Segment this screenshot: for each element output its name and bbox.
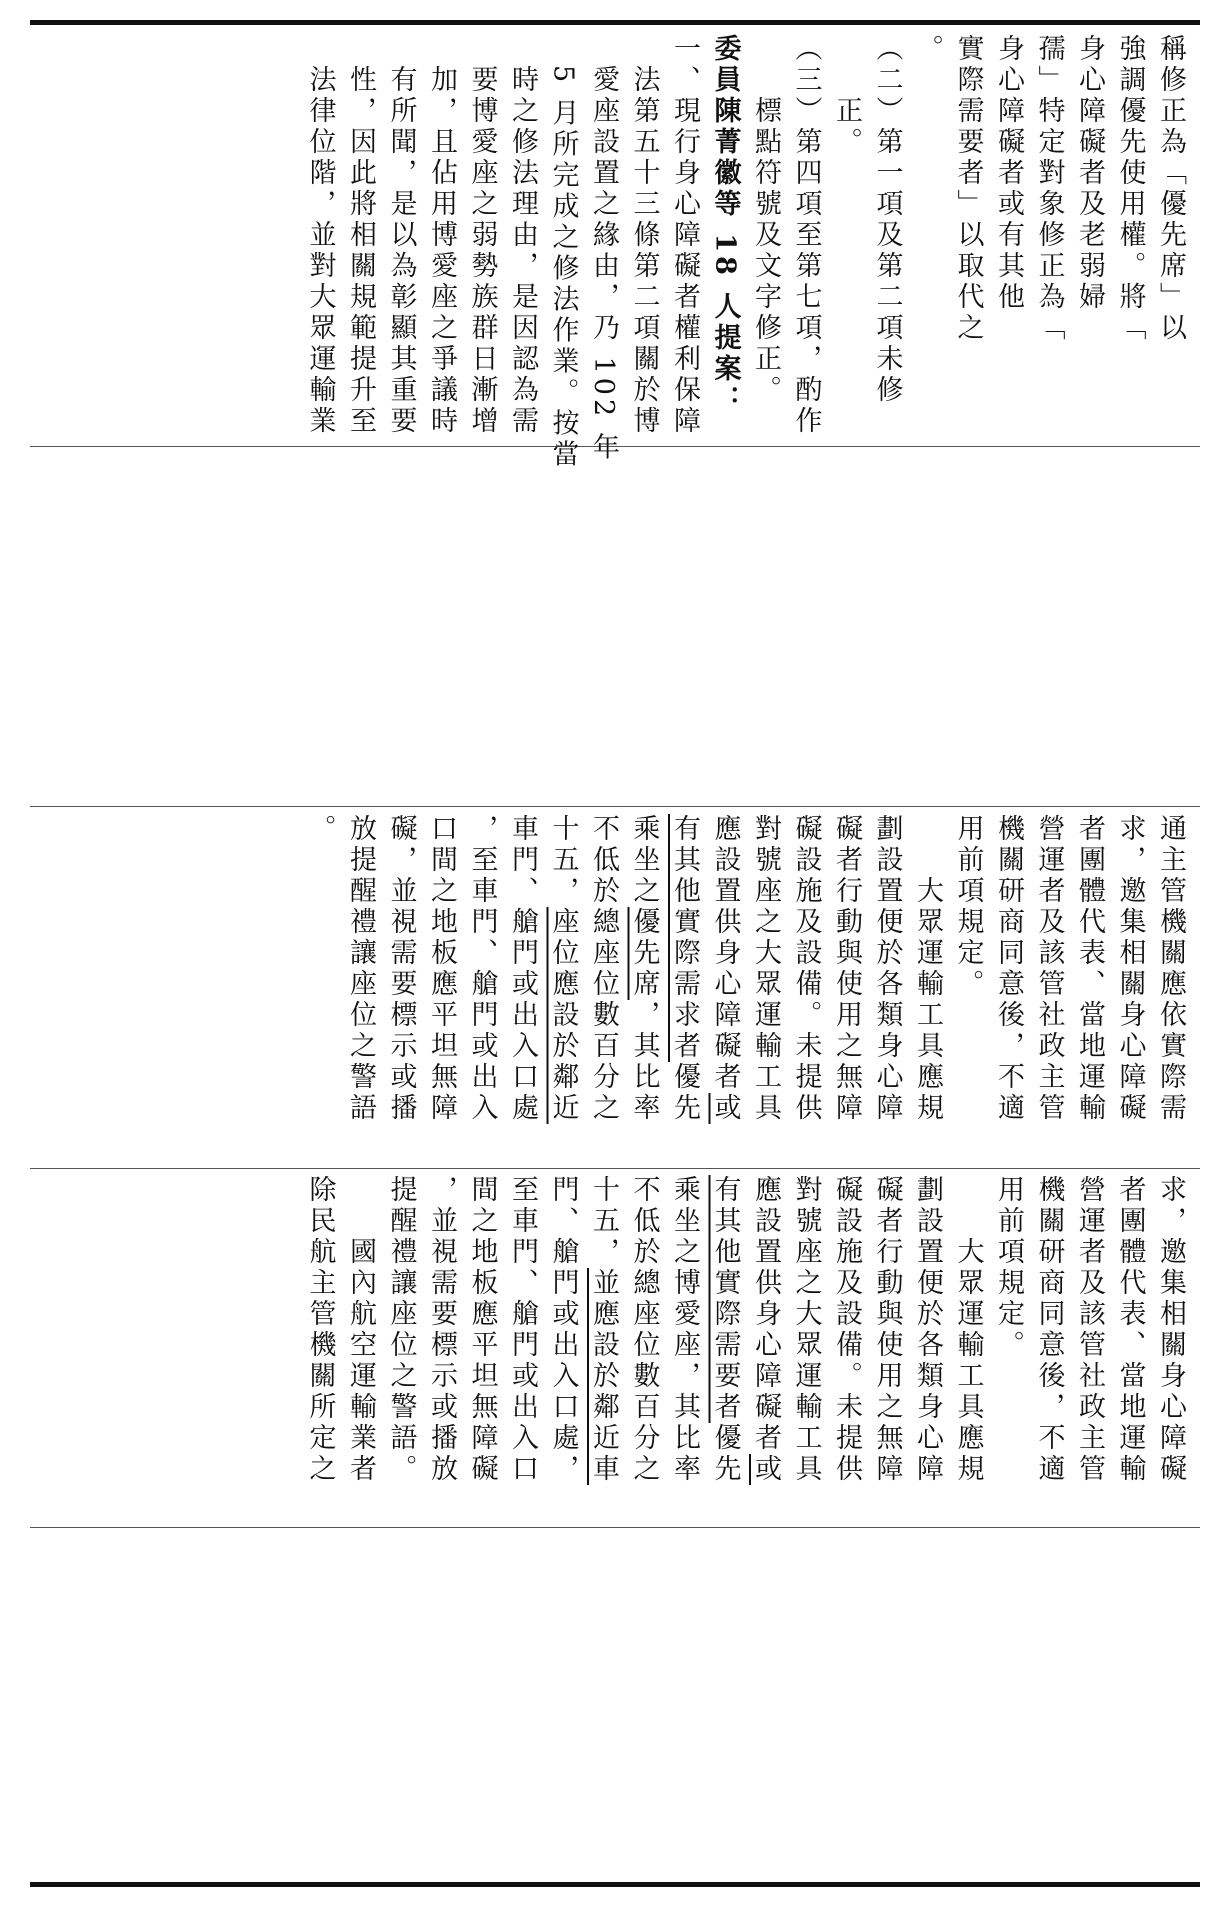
text-segment: 除民航主管機關所定之: [304, 1175, 336, 1485]
underlined-text: 有其他實際需要者: [709, 1175, 741, 1423]
text-segment: 礙者行動與使用之無障: [871, 1175, 903, 1485]
underlined-text: 優先席: [628, 907, 660, 1000]
text-line: [583, 1175, 624, 1520]
text-line: [907, 814, 948, 1162]
top-rule: [30, 20, 1200, 25]
text-segment: 身心障礙者或有其他: [993, 34, 1024, 313]
text-segment: 十五，: [547, 814, 579, 907]
text-line: [1109, 1175, 1150, 1520]
text-line: [907, 34, 948, 439]
text-line: [704, 34, 745, 439]
text-line: [421, 814, 462, 1162]
text-segment: 者團體代表、當地運輸: [1114, 1175, 1146, 1485]
text-segment: 身心障礙者及老弱婦: [1074, 34, 1105, 313]
panel-3-text: [299, 1175, 1190, 1520]
text-segment: 不低於總座位數百分之: [628, 1175, 660, 1485]
text-segment: （三）第四項至第七項，酌作: [790, 34, 822, 437]
text-line: [461, 34, 502, 439]
text-line: [664, 1175, 705, 1520]
underlined-text: 座位應設於鄰近: [547, 907, 579, 1124]
text-segment: 正。: [831, 34, 862, 158]
text-line: [1150, 34, 1191, 439]
divider-3: [30, 1168, 1200, 1169]
text-line: [947, 814, 988, 1162]
text-line: [826, 814, 867, 1162]
text-line: [380, 814, 421, 1162]
text-segment: 性，因此將相關規範提升至: [345, 34, 376, 437]
text-line: [785, 1175, 826, 1520]
text-line: [1069, 814, 1110, 1162]
text-line: [299, 814, 340, 1162]
text-line: [1028, 814, 1069, 1162]
text-line: [826, 34, 867, 439]
text-segment: 礙設施及設備。未提供: [790, 814, 822, 1124]
underlined-text: 或: [709, 1093, 741, 1124]
text-segment: 法律位階，並對大眾運輸業: [304, 34, 336, 437]
text-segment: 。: [912, 34, 943, 65]
text-line: [583, 34, 624, 464]
text-segment: 通主管機關應依實際需: [1155, 814, 1186, 1124]
text-line: [1109, 34, 1150, 439]
text-line: [704, 814, 745, 1162]
text-segment: 稱修正為「優先席」以: [1155, 34, 1186, 344]
text-line: [502, 34, 543, 439]
text-line: [542, 34, 583, 471]
text-line: [826, 1175, 867, 1520]
text-segment: 實際需要者」以取代之: [952, 34, 984, 344]
text-segment: 放提醒禮讓座位之警語: [345, 814, 376, 1124]
text-line: [502, 814, 543, 1162]
text-segment: 優先: [709, 1423, 741, 1485]
text-line: [988, 1175, 1029, 1520]
text-line: [421, 1175, 462, 1520]
text-line: [745, 814, 786, 1162]
text-segment: 口間之地板應平坦無障: [426, 814, 457, 1124]
text-line: [623, 34, 664, 439]
text-line: [542, 814, 583, 1162]
text-line: [785, 34, 826, 439]
text-segment: 。: [304, 814, 336, 845]
text-segment: 礙設施及設備。未提供: [831, 1175, 862, 1485]
text-segment: ，並視需要標示或播放: [426, 1175, 457, 1485]
text-line: [745, 34, 786, 439]
text-line: [380, 34, 421, 439]
text-line: [461, 1175, 502, 1520]
text-line: [1150, 814, 1191, 1162]
text-line: [866, 34, 907, 439]
text-segment: 5 月所完成之修法作業。按當: [547, 34, 579, 471]
text-line: [785, 814, 826, 1162]
text-segment: 應設置供身心障礙者: [709, 814, 741, 1093]
text-line: [299, 34, 340, 439]
text-line: [664, 814, 705, 1162]
text-segment: 時之修法理由，是因認為需: [507, 34, 538, 437]
text-segment: 間之地板應平坦無障礙: [466, 1175, 498, 1485]
underlined-text: 有其他實際需求者: [669, 814, 700, 1062]
panel-1-text: [299, 34, 1190, 471]
text-segment: 標點符號及文字修正。: [750, 34, 781, 406]
text-segment: 乘坐之: [628, 814, 660, 907]
text-segment: 加，且佔用博愛座之爭議時: [426, 34, 457, 437]
text-segment: 大眾運輸工具應規: [912, 814, 943, 1124]
text-line: [542, 1175, 583, 1520]
text-segment: 營運者及該管社政主管: [1074, 1175, 1105, 1485]
text-segment: ，至車門、艙門或出入: [466, 814, 498, 1124]
text-line: [947, 34, 988, 439]
divider-4: [30, 1527, 1200, 1528]
text-line: [461, 814, 502, 1162]
text-segment: 有所聞，是以為彰顯其重要: [385, 34, 417, 437]
text-segment: 用前項規定。: [993, 1175, 1024, 1361]
text-panel-2: [40, 814, 1190, 1162]
bottom-rule: [30, 1882, 1200, 1887]
text-line: [340, 814, 381, 1162]
text-segment: ，其比率: [628, 1000, 660, 1124]
text-panel-3: [40, 1175, 1190, 1520]
text-line: [907, 1175, 948, 1520]
panel-2-text: [299, 814, 1190, 1162]
text-line: [947, 1175, 988, 1520]
text-segment: 提醒禮讓座位之警語。: [385, 1175, 417, 1485]
text-segment: 優先: [669, 1062, 700, 1124]
text-segment: 礙，並視需要標示或播: [385, 814, 417, 1124]
text-segment: 乘坐之博愛座，其比率: [669, 1175, 700, 1485]
text-line: [988, 34, 1029, 439]
text-segment: 車門、艙門或出入口處: [507, 814, 538, 1124]
text-line: [502, 1175, 543, 1520]
text-line: [380, 1175, 421, 1520]
text-segment: 劃設置便於各類身心障: [871, 814, 903, 1124]
text-panel-1: [40, 34, 1190, 471]
text-segment: 國內航空運輸業者: [345, 1175, 376, 1485]
text-segment: 機關研商同意後，不適: [1033, 1175, 1065, 1485]
text-segment: 愛座設置之緣由，乃 102 年: [588, 34, 619, 464]
text-segment: 不低於總座位數百分之: [588, 814, 619, 1124]
text-line: [340, 1175, 381, 1520]
text-segment: 至車門、艙門或出入口: [507, 1175, 538, 1485]
text-segment: 應設置供身心障礙者: [750, 1175, 781, 1454]
underlined-text: 並應設於鄰近車: [588, 1268, 619, 1485]
text-line: [866, 814, 907, 1162]
text-line: [583, 814, 624, 1162]
text-segment: 劃設置便於各類身心障: [912, 1175, 943, 1485]
text-segment: 對號座之大眾運輸工具: [790, 1175, 822, 1485]
text-segment: 大眾運輸工具應規: [952, 1175, 984, 1485]
text-line: [1069, 1175, 1110, 1520]
text-segment: 礙者行動與使用之無障: [831, 814, 862, 1124]
text-line: [623, 1175, 664, 1520]
text-line: [340, 34, 381, 439]
text-line: [1028, 1175, 1069, 1520]
underlined-text: 或: [750, 1454, 781, 1485]
text-segment: （二）第一項及第二項未修: [871, 34, 903, 406]
text-line: [421, 34, 462, 439]
text-line: [866, 1175, 907, 1520]
text-segment: 十五，: [588, 1175, 619, 1268]
text-line: [664, 34, 705, 439]
text-line: [623, 814, 664, 1162]
text-line: [704, 1175, 745, 1520]
text-segment: 用前項規定。: [952, 814, 984, 1000]
text-segment: 強調優先使用權。將「: [1114, 34, 1146, 344]
text-segment: 一、現行身心障礙者權利保障: [669, 34, 700, 437]
divider-2: [30, 806, 1200, 807]
text-line: [1069, 34, 1110, 439]
text-line: [1028, 34, 1069, 439]
text-segment: 法第五十三條第二項關於博: [628, 34, 660, 437]
text-line: [988, 814, 1029, 1162]
text-segment: 機關研商同意後，不適: [993, 814, 1024, 1124]
text-segment: 孺」特定對象修正為「: [1033, 34, 1065, 344]
text-segment: 營運者及該管社政主管: [1033, 814, 1065, 1124]
text-line: [1150, 1175, 1191, 1520]
text-line: [1109, 814, 1150, 1162]
text-segment: 要博愛座之弱勢族群日漸增: [466, 34, 498, 437]
text-line: [299, 1175, 340, 1520]
text-segment: 者團體代表、當地運輸: [1074, 814, 1105, 1124]
text-line: [745, 1175, 786, 1520]
text-segment: 門、艙門或出入口處，: [547, 1175, 579, 1485]
text-segment: 對號座之大眾運輸工具: [750, 814, 781, 1124]
text-segment: 求，邀集相關身心障礙: [1155, 1175, 1186, 1485]
text-segment: 求，邀集相關身心障礙: [1114, 814, 1146, 1124]
bold-heading-text: 委員陳菁徽等 18 人提案：: [709, 34, 741, 417]
